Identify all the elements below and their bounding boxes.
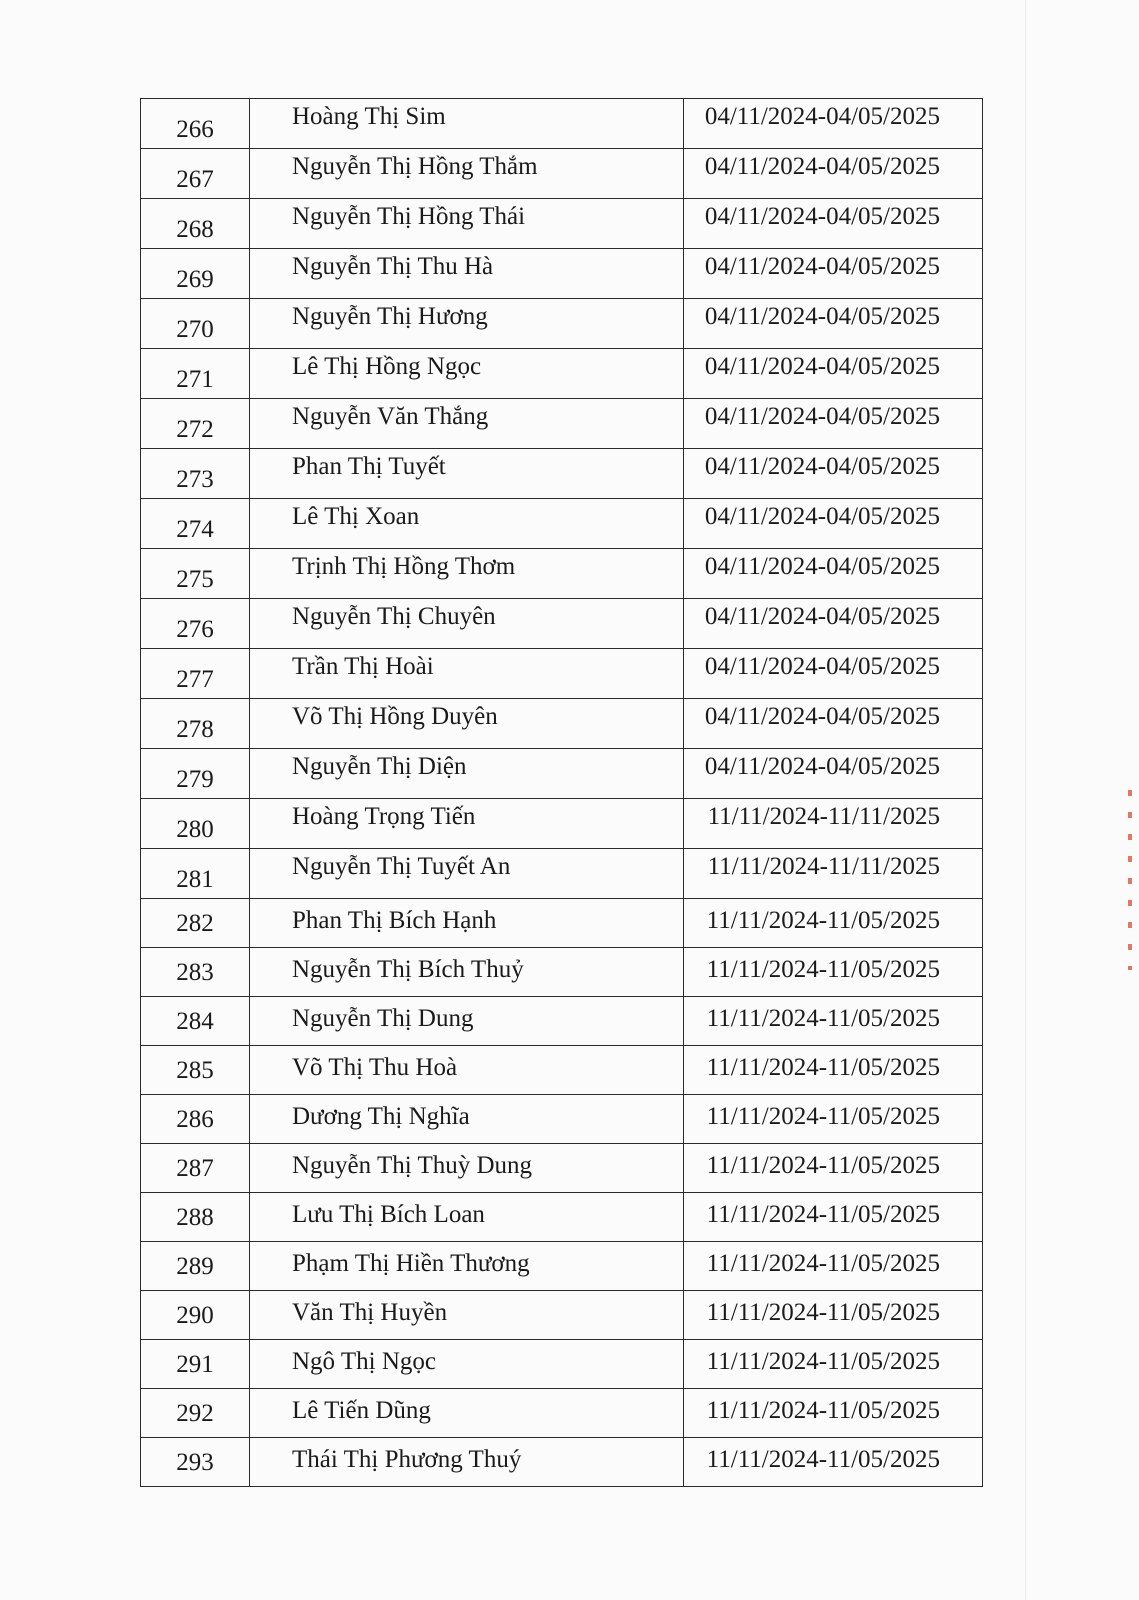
table-row [141, 899, 983, 948]
date-range: 11/11/2024-11/05/2025 [684, 1438, 983, 1487]
person-name: Nguyễn Thị Thuỳ Dung [250, 1144, 684, 1193]
table-row [141, 149, 983, 199]
person-name: Phạm Thị Hiền Thương [250, 1242, 684, 1291]
date-range: 11/11/2024-11/05/2025 [684, 1193, 983, 1242]
person-name: Nguyễn Thị Dung [250, 997, 684, 1046]
table-row [141, 299, 983, 349]
page-edge-shadow [1025, 0, 1026, 1600]
person-name: Nguyễn Thị Chuyên [250, 599, 684, 649]
date-range: 11/11/2024-11/05/2025 [684, 899, 983, 948]
table-row [141, 449, 983, 499]
date-range: 04/11/2024-04/05/2025 [684, 699, 983, 749]
date-range: 11/11/2024-11/05/2025 [684, 1046, 983, 1095]
date-range: 04/11/2024-04/05/2025 [684, 599, 983, 649]
person-name: Võ Thị Thu Hoà [250, 1046, 684, 1095]
table-row [141, 997, 983, 1046]
table-row [141, 399, 983, 449]
person-name: Trịnh Thị Hồng Thơm [250, 549, 684, 599]
row-number: 285 [141, 1046, 250, 1095]
row-number: 293 [141, 1438, 250, 1487]
date-range: 04/11/2024-04/05/2025 [684, 149, 983, 199]
person-name: Lê Tiến Dũng [250, 1389, 684, 1438]
person-name: Lê Thị Hồng Ngọc [250, 349, 684, 399]
row-number: 267 [141, 149, 250, 199]
date-range: 11/11/2024-11/05/2025 [684, 1340, 983, 1389]
row-number: 286 [141, 1095, 250, 1144]
table-row [141, 1193, 983, 1242]
date-range: 04/11/2024-04/05/2025 [684, 349, 983, 399]
date-range: 11/11/2024-11/05/2025 [684, 997, 983, 1046]
date-range: 11/11/2024-11/05/2025 [684, 1144, 983, 1193]
person-name: Nguyễn Thị Diện [250, 749, 684, 799]
row-number: 287 [141, 1144, 250, 1193]
row-number: 282 [141, 899, 250, 948]
row-number: 284 [141, 997, 250, 1046]
row-number: 274 [141, 499, 250, 549]
person-name: Phan Thị Bích Hạnh [250, 899, 684, 948]
row-number: 271 [141, 349, 250, 399]
date-range: 04/11/2024-04/05/2025 [684, 549, 983, 599]
row-number: 290 [141, 1291, 250, 1340]
date-range: 11/11/2024-11/05/2025 [684, 1095, 983, 1144]
date-range: 11/11/2024-11/11/2025 [684, 849, 983, 899]
table-row [141, 549, 983, 599]
row-number: 272 [141, 399, 250, 449]
person-name: Nguyễn Văn Thắng [250, 399, 684, 449]
person-name: Ngô Thị Ngọc [250, 1340, 684, 1389]
table-row [141, 199, 983, 249]
person-name: Nguyễn Thị Hồng Thắm [250, 149, 684, 199]
person-name: Nguyễn Thị Bích Thuỷ [250, 948, 684, 997]
row-number: 283 [141, 948, 250, 997]
row-number: 280 [141, 799, 250, 849]
person-name: Hoàng Trọng Tiến [250, 799, 684, 849]
date-range: 04/11/2024-04/05/2025 [684, 449, 983, 499]
person-name: Lưu Thị Bích Loan [250, 1193, 684, 1242]
person-name: Nguyễn Thị Hồng Thái [250, 199, 684, 249]
person-name: Thái Thị Phương Thuý [250, 1438, 684, 1487]
table-row [141, 1046, 983, 1095]
person-name: Văn Thị Huyền [250, 1291, 684, 1340]
table-row [141, 649, 983, 699]
date-range: 11/11/2024-11/05/2025 [684, 1389, 983, 1438]
roster-table [140, 98, 983, 1487]
table-row [141, 1291, 983, 1340]
date-range: 04/11/2024-04/05/2025 [684, 199, 983, 249]
row-number: 266 [141, 99, 250, 149]
table-row [141, 1242, 983, 1291]
table-row [141, 1144, 983, 1193]
row-number: 277 [141, 649, 250, 699]
person-name: Phan Thị Tuyết [250, 449, 684, 499]
person-name: Nguyễn Thị Hương [250, 299, 684, 349]
roster-table-body [141, 99, 983, 1487]
row-number: 269 [141, 249, 250, 299]
table-row [141, 799, 983, 849]
table-row [141, 1438, 983, 1487]
row-number: 275 [141, 549, 250, 599]
row-number: 279 [141, 749, 250, 799]
table-row [141, 249, 983, 299]
person-name: Nguyễn Thị Thu Hà [250, 249, 684, 299]
row-number: 278 [141, 699, 250, 749]
table-row [141, 948, 983, 997]
date-range: 04/11/2024-04/05/2025 [684, 399, 983, 449]
date-range: 04/11/2024-04/05/2025 [684, 299, 983, 349]
date-range: 11/11/2024-11/11/2025 [684, 799, 983, 849]
table-row [141, 349, 983, 399]
table-row [141, 1389, 983, 1438]
person-name: Dương Thị Nghĩa [250, 1095, 684, 1144]
table-row [141, 749, 983, 799]
date-range: 04/11/2024-04/05/2025 [684, 99, 983, 149]
table-row [141, 499, 983, 549]
date-range: 04/11/2024-04/05/2025 [684, 499, 983, 549]
person-name: Nguyễn Thị Tuyết An [250, 849, 684, 899]
date-range: 04/11/2024-04/05/2025 [684, 749, 983, 799]
table-row [141, 1340, 983, 1389]
date-range: 11/11/2024-11/05/2025 [684, 1291, 983, 1340]
row-number: 288 [141, 1193, 250, 1242]
person-name: Hoàng Thị Sim [250, 99, 684, 149]
table-row [141, 699, 983, 749]
table-row [141, 849, 983, 899]
stamp-edge-marks [1128, 790, 1132, 970]
row-number: 289 [141, 1242, 250, 1291]
row-number: 273 [141, 449, 250, 499]
table-row [141, 599, 983, 649]
row-number: 291 [141, 1340, 250, 1389]
date-range: 11/11/2024-11/05/2025 [684, 1242, 983, 1291]
date-range: 04/11/2024-04/05/2025 [684, 249, 983, 299]
date-range: 04/11/2024-04/05/2025 [684, 649, 983, 699]
row-number: 276 [141, 599, 250, 649]
table-row [141, 1095, 983, 1144]
row-number: 270 [141, 299, 250, 349]
table-row [141, 99, 983, 149]
person-name: Lê Thị Xoan [250, 499, 684, 549]
row-number: 281 [141, 849, 250, 899]
date-range: 11/11/2024-11/05/2025 [684, 948, 983, 997]
person-name: Võ Thị Hồng Duyên [250, 699, 684, 749]
row-number: 268 [141, 199, 250, 249]
row-number: 292 [141, 1389, 250, 1438]
person-name: Trần Thị Hoài [250, 649, 684, 699]
